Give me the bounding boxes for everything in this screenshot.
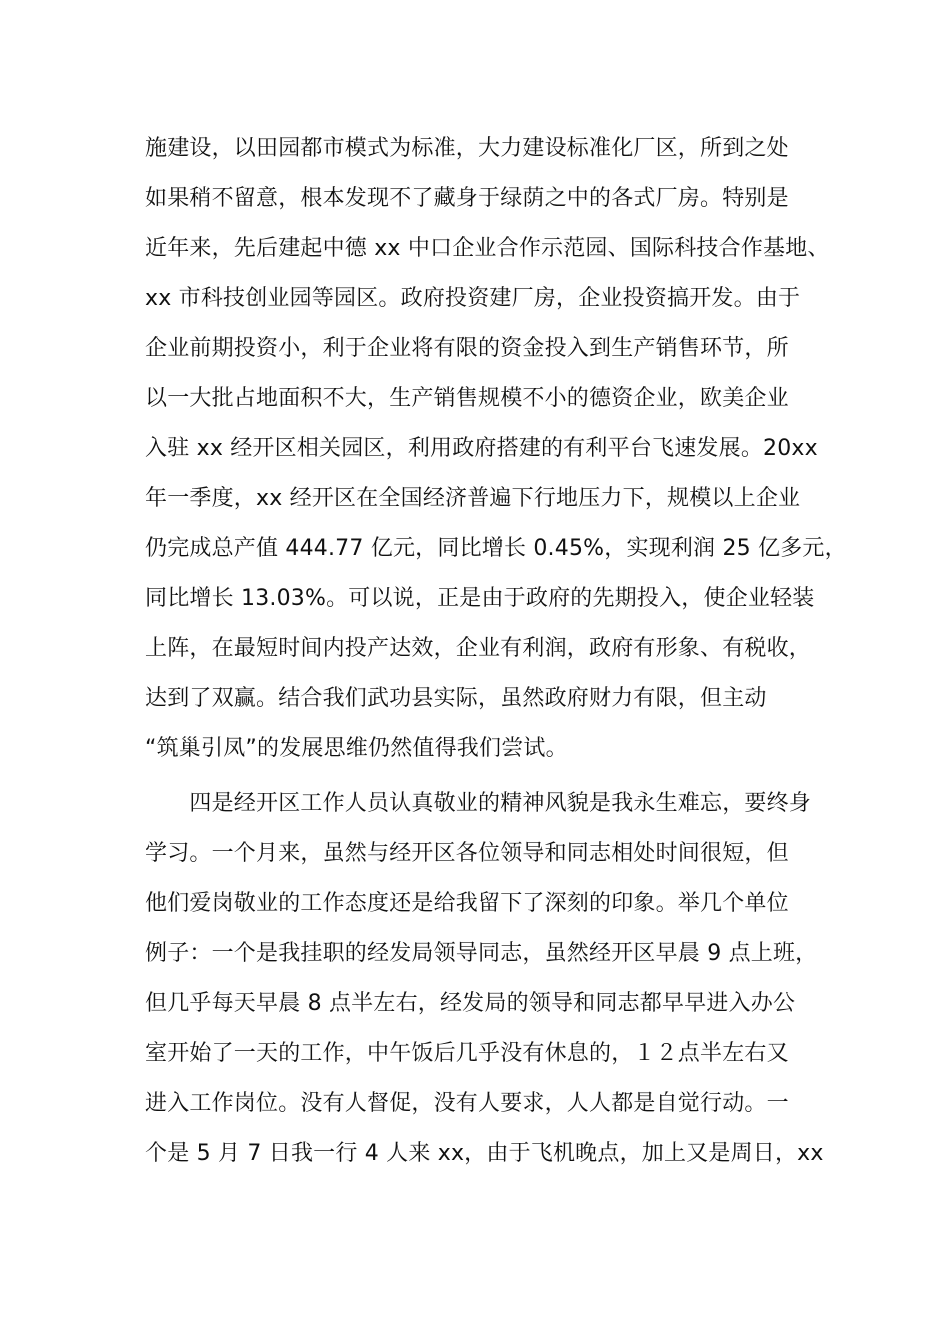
text-line: 年一季度，xx 经开区在全国经济普遍下行地压力下，规模以上企业 [145, 486, 801, 511]
text-line: 以一大批占地面积不大，生产销售规模不小的德资企业，欧美企业 [145, 386, 789, 411]
text-line: 四是经开区工作人员认真敬业的精神风貌是我永生难忘，要终身 [145, 791, 812, 816]
text-line: 近年来，先后建起中德 xx 中口企业合作示范园、国际科技合作基地、 [145, 236, 830, 261]
text-line: 例子：一个是我挂职的经发局领导同志，虽然经开区早晨 9 点上班， [145, 941, 818, 966]
text-line: 同比增长 13.03%。可以说，正是由于政府的先期投入，使企业轻装 [145, 586, 815, 611]
text-line: 学习。一个月来，虽然与经开区各位领导和同志相处时间很短，但 [145, 841, 789, 866]
text-line: 达到了双赢。结合我们武功县实际，虽然政府财力有限，但主动 [145, 686, 767, 711]
text-line: 施建设，以田园都市模式为标准，大力建设标准化厂区，所到之处 [145, 136, 789, 161]
text-line: 但几乎每天早晨 8 点半左右，经发局的领导和同志都早早进入办公 [145, 991, 796, 1016]
text-line: 进入工作岗位。没有人督促，没有人要求，人人都是自觉行动。一 [145, 1091, 789, 1116]
text-line: 如果稍不留意，根本发现不了藏身于绿荫之中的各式厂房。特别是 [145, 186, 789, 211]
text-line: 企业前期投资小，利于企业将有限的资金投入到生产销售环节，所 [145, 336, 789, 361]
text-line: 室开始了一天的工作，中午饭后几乎没有休息的，１２点半左右又 [145, 1041, 789, 1066]
text-line: xx 市科技创业园等园区。政府投资建厂房，企业投资搞开发。由于 [145, 286, 801, 311]
text-line: 他们爱岗敬业的工作态度还是给我留下了深刻的印象。举几个单位 [145, 891, 789, 916]
text-line: 上阵，在最短时间内投产达效，企业有利润，政府有形象、有税收， [145, 636, 812, 661]
text-line: 仍完成总产值 444.77 亿元，同比增长 0.45%，实现利润 25 亿多元， [145, 536, 847, 561]
text-line: 入驻 xx 经开区相关园区，利用政府搭建的有利平台飞速发展。20xx [145, 436, 818, 461]
text-line: 个是 5 月 7 日我一行 4 人来 xx，由于飞机晚点，加上又是周日，xx [145, 1141, 824, 1166]
text-line: “筑巢引凤”的发展思维仍然值得我们尝试。 [145, 736, 568, 761]
